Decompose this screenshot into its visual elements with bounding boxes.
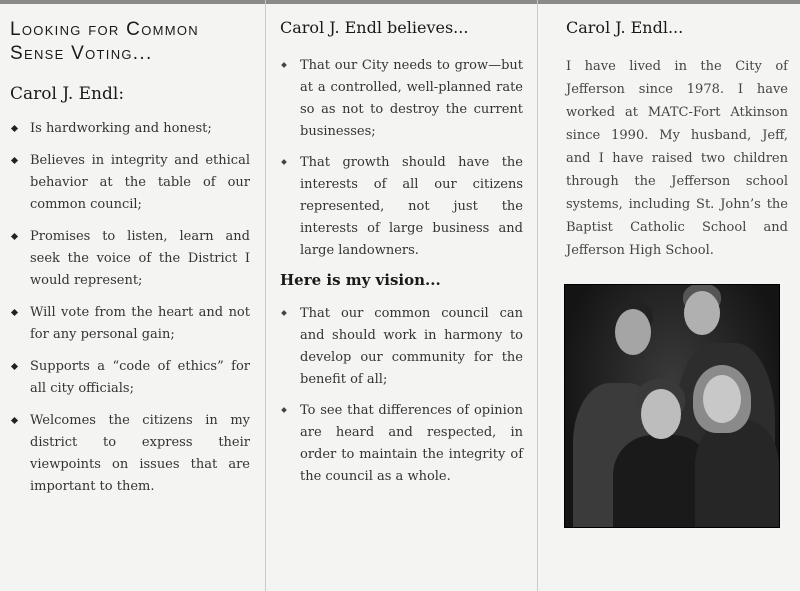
list-item — [280, 303, 523, 391]
list-item-text: Will vote from the heart and not for any personal gain; — [30, 305, 250, 342]
list-item — [10, 150, 250, 216]
diamond-bullet-icon — [281, 407, 287, 413]
list-item — [280, 152, 523, 262]
bio-paragraph: I have lived in the City of Jefferson since 1978. I have worked at MATC-Fort Atkinson since 1990. My husband, Jeff, and I have raised two children through the Jefferson school systems, including St. John’s the Baptist Catholic School and Jefferson High School. — [566, 59, 788, 258]
list-item-text: Believes in integrity and ethical behavior at the table of our common council; — [30, 153, 250, 212]
list-item — [10, 302, 250, 346]
list-item-text: That our common council can and should work in harmony to develop our community for the benefit of all; — [300, 306, 523, 387]
list-item-text: To see that differences of opinion are heard and respected, in order to maintain the integrity of the council as a whole. — [300, 403, 523, 484]
list-item-text: Welcomes the citizens in my district to express their viewpoints on issues that are important to them. — [30, 413, 250, 494]
list-item-text: That our City needs to grow—but at a controlled, well-planned rate so as not to destroy the current businesses; — [300, 58, 523, 139]
qualities-list — [10, 118, 250, 498]
beliefs-list — [280, 55, 523, 262]
vision-list — [280, 303, 523, 488]
diamond-bullet-icon — [11, 363, 18, 370]
diamond-bullet-icon — [281, 310, 287, 316]
list-item-text: Supports a “code of ethics” for all city officials; — [30, 359, 250, 396]
list-item — [10, 410, 250, 498]
list-item — [280, 55, 523, 143]
diamond-bullet-icon — [11, 417, 18, 424]
list-item — [10, 226, 250, 292]
column-beliefs — [265, 0, 535, 591]
diamond-bullet-icon — [11, 233, 18, 240]
list-item — [10, 118, 250, 140]
title-line-2: Sense Voting... — [10, 43, 153, 64]
diamond-bullet-icon — [281, 62, 287, 68]
diamond-bullet-icon — [11, 157, 18, 164]
candidate-name-heading: Carol J. Endl: — [10, 84, 125, 104]
diamond-bullet-icon — [11, 125, 18, 132]
list-item-text: That growth should have the interests of all our citizens represented, not just the interests of large business and large landowners. — [300, 155, 523, 258]
diamond-bullet-icon — [11, 309, 18, 316]
column-bio — [537, 0, 800, 591]
diamond-bullet-icon — [281, 159, 287, 165]
title-line-1: Looking for Common — [10, 19, 199, 40]
bio-heading: Carol J. Endl... — [566, 18, 684, 37]
list-item-text: Promises to listen, learn and seek the voice of the District I would represent; — [30, 229, 250, 288]
list-item — [280, 400, 523, 488]
family-photo-icon — [564, 284, 780, 528]
list-item-text: Is hardworking and honest; — [30, 121, 212, 136]
list-item — [10, 356, 250, 400]
column-common-sense — [0, 0, 262, 591]
beliefs-heading: Carol J. Endl believes... — [280, 18, 469, 37]
brochure-title — [10, 18, 250, 66]
vision-heading: Here is my vision... — [280, 271, 441, 289]
